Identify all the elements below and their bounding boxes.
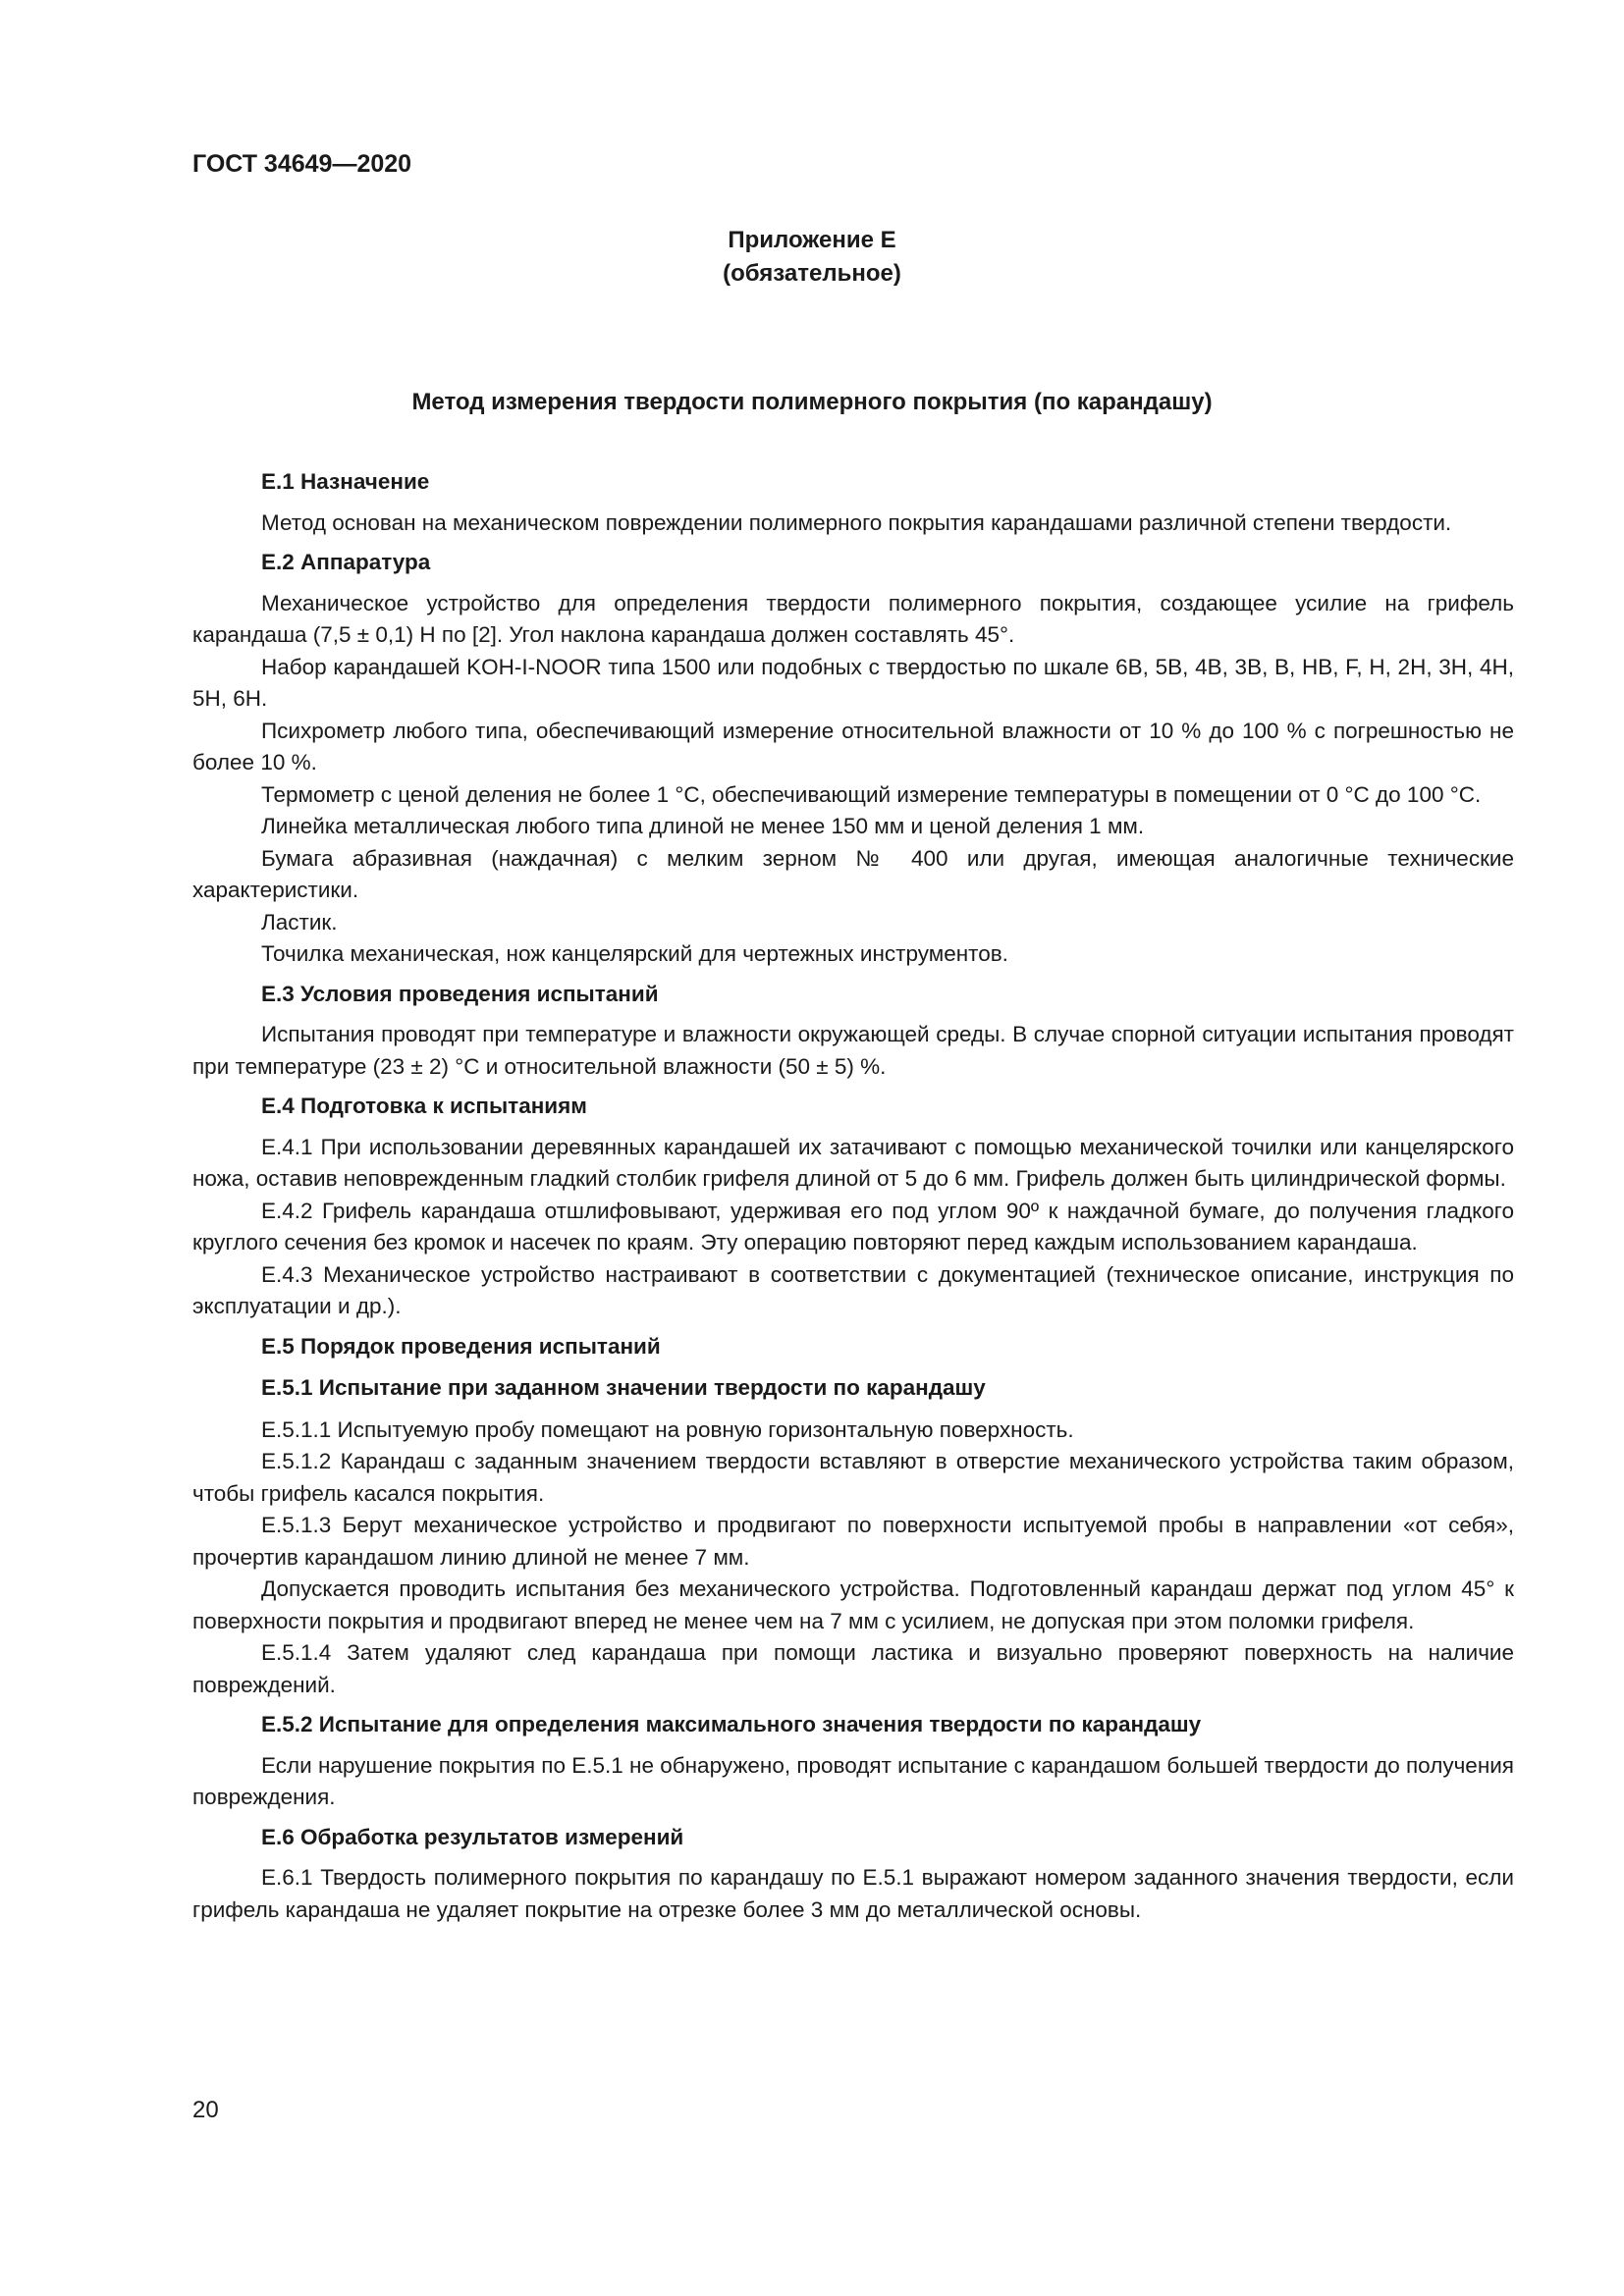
section-heading-e4: Е.4 Подготовка к испытаниям [261, 1094, 587, 1118]
paragraph: Набор карандашей KOH-I-NOOR типа 1500 или подобных с твердостью по шкале 6В, 5В, 4В, 3В, В, НВ, F, Н, 2Н, 3Н, 4Н, 5Н, 6Н. [192, 654, 1514, 711]
annex-title: Приложение Е [728, 227, 896, 253]
paragraph: Е.6.1 Твердость полимерного покрытия по карандашу по Е.5.1 выражают номером заданного значения твердости, если грифель карандаша не удаляет покрытие на отрезке более 3 мм до металлической основы. [192, 1865, 1514, 1922]
section-heading-e6: Е.6 Обработка результатов измерений [261, 1824, 684, 1849]
paragraph: Точилка механическая, нож канцелярский для чертежных инструментов. [261, 941, 1008, 966]
paragraph: Е.4.3 Механическое устройство настраивают в соответствии с документацией (техническое описание, инструкция по эксплуатации и др.). [192, 1261, 1514, 1318]
paragraph: Е.5.1.2 Карандаш с заданным значением твердости вставляют в отверстие механического устройства таким образом, чтобы грифель касался покрытия. [192, 1449, 1514, 1506]
page-number: 20 [192, 2097, 219, 2123]
paragraph: Метод основан на механическом повреждении полимерного покрытия карандашами различной степени твердости. [261, 509, 1452, 535]
paragraph: Е.5.1.1 Испытуемую пробу помещают на ровную горизонтальную поверхность. [261, 1416, 1074, 1442]
subsection-heading-e52: Е.5.2 Испытание для определения максимального значения твердости по карандашу [261, 1712, 1202, 1736]
subsection-heading-e51: Е.5.1 Испытание при заданном значении твердости по карандашу [261, 1375, 986, 1400]
paragraph: Термометр с ценой деления не более 1 °С, обеспечивающий измерение температуры в помещении от 0 °С до 100 °С. [261, 781, 1482, 807]
standard-header: ГОСТ 34649—2020 [192, 150, 412, 178]
paragraph: Ластик. [261, 909, 338, 934]
paragraph: Е.5.1.3 Берут механическое устройство и продвигают по поверхности испытуемой пробы в направлении «от себя», прочертив карандашом линию длиной не менее 7 мм. [192, 1513, 1514, 1570]
annex-status: (обязательное) [723, 260, 901, 287]
paragraph: Психрометр любого типа, обеспечивающий измерение относительной влажности от 10 % до 100 % с погрешностью не более 10 %. [192, 718, 1514, 774]
paragraph: Бумага абразивная (наждачная) с мелким зерном № 400 или другая, имеющая аналогичные технические характеристики. [192, 845, 1514, 902]
section-heading-e3: Е.3 Условия проведения испытаний [261, 981, 659, 1006]
paragraph: Линейка металлическая любого типа длиной не менее 150 мм и ценой деления 1 мм. [261, 814, 1145, 838]
document-title: Метод измерения твердости полимерного покрытия (по карандашу) [411, 389, 1213, 415]
paragraph: Механическое устройство для определения твердости полимерного покрытия, создающее усилие на грифель карандаша (7,5 ± 0,1) Н по [2]. Угол наклона карандаша должен составлять 45°. [192, 590, 1514, 647]
paragraph: Е.4.2 Грифель карандаша отшлифовывают, удерживая его под углом 90º к наждачной бумаге, до получения гладкого круглого сечения без кромок и насечек по краям. Эту операцию повторяют перед каждым использованием карандаша. [192, 1198, 1514, 1255]
section-heading-e5: Е.5 Порядок проведения испытаний [261, 1333, 661, 1359]
paragraph: Е.4.1 При использовании деревянных карандашей их затачивают с помощью механической точилки или канцелярского ножа, оставив неповрежденным гладкий столбик грифеля длиной от 5 до 6 мм. Грифель должен быть цилиндрической формы. [192, 1134, 1514, 1191]
document-body [192, 466, 1514, 1926]
section-heading-e1: Е.1 Назначение [261, 469, 430, 494]
paragraph: Испытания проводят при температуре и влажности окружающей среды. В случае спорной ситуации испытания проводят при температуре (23 ± 2) °С и относительной влажности (50 ± 5) %. [192, 1022, 1514, 1079]
paragraph: Если нарушение покрытия по Е.5.1 не обнаружено, проводят испытание с карандашом большей твердости до получения повреждения. [192, 1752, 1514, 1809]
annex-block [0, 224, 1624, 291]
section-heading-e2: Е.2 Аппаратура [261, 550, 431, 574]
paragraph: Е.5.1.4 Затем удаляют след карандаша при помощи ластика и визуально проверяют поверхность на наличие повреждений. [192, 1640, 1514, 1697]
paragraph: Допускается проводить испытания без механического устройства. Подготовленный карандаш держат под углом 45° к поверхности покрытия и продвигают вперед не менее чем на 7 мм с усилием, не допуская при этом поломки грифеля. [192, 1576, 1514, 1633]
